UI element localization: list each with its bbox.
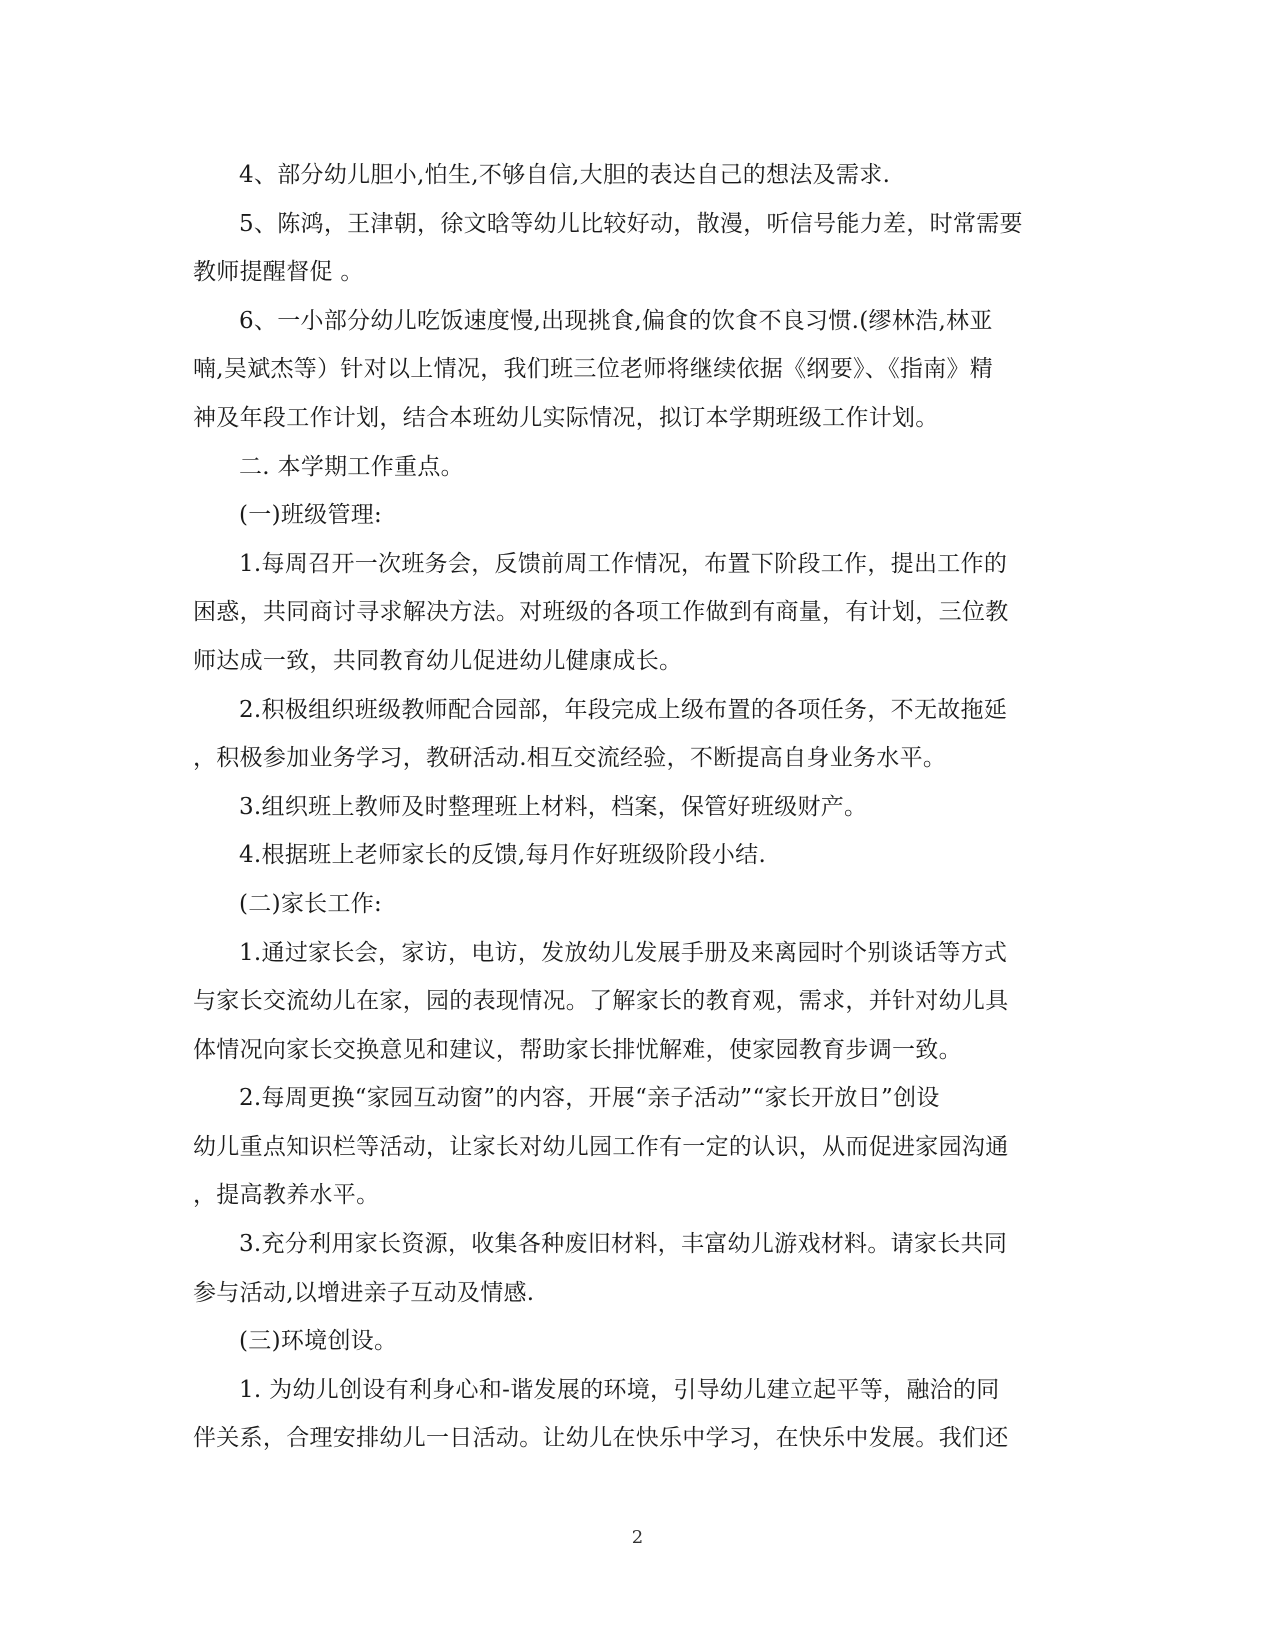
text-line: 3.组织班上教师及时整理班上材料，档案，保管好班级财产。 bbox=[239, 793, 868, 820]
text-line: 1.每周召开一次班务会，反馈前周工作情况，布置下阶段工作，提出工作的 bbox=[239, 550, 1008, 577]
text-line: 喃,吴斌杰等）针对以上情况，我们班三位老师将继续依据《纲要》、《指南》精 bbox=[193, 356, 994, 383]
text-line: 2.积极组织班级教师配合园部，年段完成上级布置的各项任务，不无故拖延 bbox=[239, 696, 1008, 723]
text-line: (一)班级管理: bbox=[239, 502, 383, 529]
text-line: 4.根据班上老师家长的反馈,每月作好班级阶段小结. bbox=[239, 842, 767, 869]
text-line: 困惑，共同商讨寻求解决方法。对班级的各项工作做到有商量，有计划，三位教 bbox=[193, 599, 1009, 626]
text-line: 1.通过家长会，家访，电访，发放幼儿发展手册及来离园时个别谈话等方式 bbox=[239, 939, 1008, 966]
text-line: 6、一小部分幼儿吃饭速度慢,出现挑食,偏食的饮食不良习惯.(缪林浩,林亚 bbox=[239, 307, 993, 334]
text-line: 2.每周更换“家园互动窗”的内容，开展“亲子活动”“家长开放日”创设 bbox=[239, 1085, 940, 1112]
text-line: 二. 本学期工作重点。 bbox=[239, 453, 464, 480]
page-number: 2 bbox=[631, 1527, 644, 1548]
text-line: 参与活动,以增进亲子互动及情感. bbox=[193, 1279, 535, 1306]
text-line: 3.充分利用家长资源，收集各种废旧材料，丰富幼儿游戏材料。请家长共同 bbox=[239, 1231, 1008, 1258]
text-line: 师达成一致，共同教育幼儿促进幼儿健康成长。 bbox=[193, 647, 683, 674]
text-line: ，提高教养水平。 bbox=[193, 1182, 380, 1209]
text-line: 神及年段工作计划，结合本班幼儿实际情况，拟订本学期班级工作计划。 bbox=[193, 404, 939, 431]
text-line: ，积极参加业务学习，教研活动.相互交流经验，不断提高自身业务水平。 bbox=[193, 745, 947, 772]
text-line: 4、部分幼儿胆小,怕生,不够自信,大胆的表达自己的想法及需求. bbox=[239, 162, 891, 188]
text-line: 体情况向家长交换意见和建议，帮助家长排忧解难，使家园教育步调一致。 bbox=[193, 1036, 962, 1063]
text-line: 与家长交流幼儿在家，园的表现情况。了解家长的教育观，需求，并针对幼儿具 bbox=[193, 988, 1009, 1015]
text-line: 教师提醒督促 。 bbox=[193, 259, 364, 286]
text-line: 1. 为幼儿创设有利身心和-谐发展的环境，引导幼儿建立起平等，融洽的同 bbox=[239, 1376, 1000, 1403]
document-body bbox=[193, 151, 1079, 1463]
text-line: (二)家长工作: bbox=[239, 890, 383, 917]
text-line: 幼儿重点知识栏等活动，让家长对幼儿园工作有一定的认识，从而促进家园沟通 bbox=[193, 1133, 1009, 1160]
text-line: 伴关系，合理安排幼儿一日活动。让幼儿在快乐中学习，在快乐中发展。我们还 bbox=[193, 1425, 1009, 1452]
text-line: (三)环境创设。 bbox=[239, 1328, 398, 1355]
text-line: 5、陈鸿，王津朝，徐文晗等幼儿比较好动，散漫，听信号能力差，时常需要 bbox=[239, 210, 1023, 237]
